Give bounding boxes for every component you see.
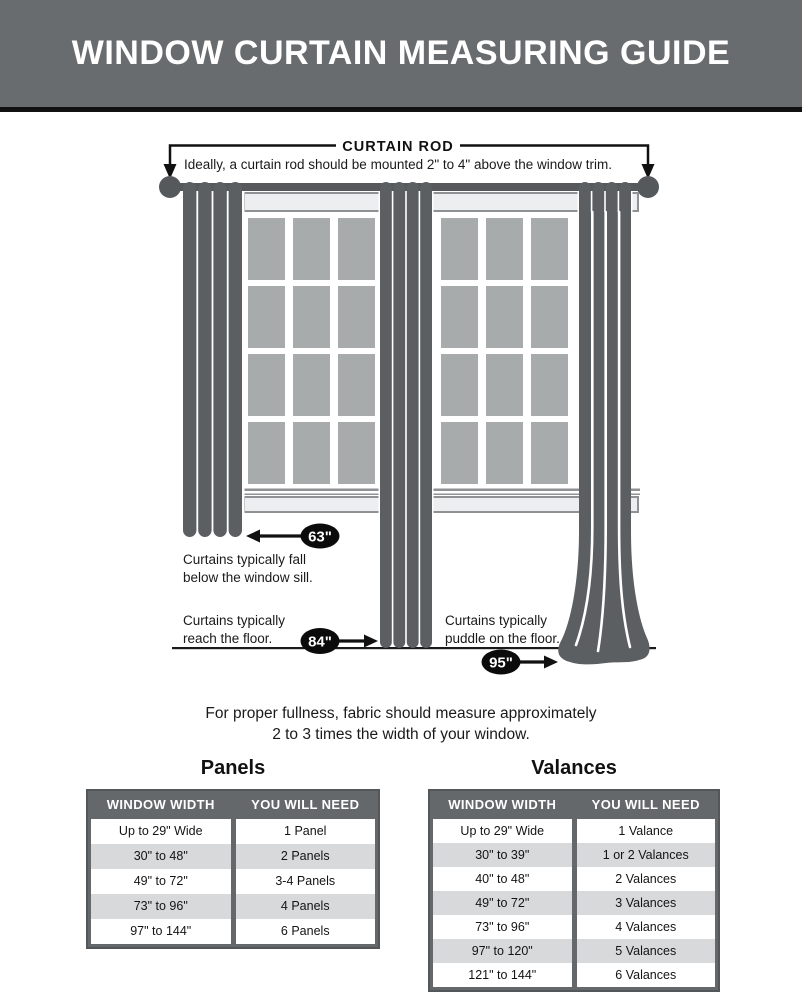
callout-95	[445, 613, 560, 675]
puddle-note-line1: Curtains typically	[445, 613, 548, 628]
rod-note: Ideally, a curtain rod should be mounted 2" to 4" above the window trim.	[183, 157, 613, 172]
table-cell: 121" to 144"	[433, 963, 572, 987]
table-cell: 97" to 144"	[91, 919, 231, 944]
column-header-you-will-need: YOU WILL NEED	[591, 797, 700, 812]
table-cell: 30" to 48"	[91, 844, 231, 869]
table-cell: 5 Valances	[577, 939, 716, 963]
table-cell: 49" to 72"	[91, 869, 231, 894]
table-cell: 1 Panel	[236, 819, 376, 844]
valances-you-will-need-column	[577, 819, 716, 987]
sill-note-line1: Curtains typically fall	[183, 552, 307, 567]
panels-window-width-column	[91, 819, 231, 944]
table-cell: 73" to 96"	[91, 894, 231, 919]
measure-95-value: 95"	[489, 654, 513, 672]
table-cell: 6 Panels	[236, 919, 376, 944]
valances-window-width-column	[433, 819, 572, 987]
table-cell: Up to 29" Wide	[91, 819, 231, 844]
puddle-note-line2: puddle on the floor.	[445, 631, 560, 646]
table-cell: 3-4 Panels	[236, 869, 376, 894]
fullness-note	[0, 703, 802, 745]
panels-you-will-need-column	[236, 819, 376, 944]
column-header-you-will-need: YOU WILL NEED	[251, 797, 360, 812]
page-title: WINDOW CURTAIN MEASURING GUIDE	[71, 34, 731, 72]
measure-84-value: 84"	[308, 633, 332, 651]
table-cell: 49" to 72"	[433, 891, 572, 915]
left-arrow-icon	[246, 530, 260, 543]
table-cell: 97" to 120"	[433, 939, 572, 963]
sill-note-line2: below the window sill.	[183, 570, 313, 585]
table-cell: 6 Valances	[577, 963, 716, 987]
panels-table	[86, 789, 380, 949]
table-cell: 4 Panels	[236, 894, 376, 919]
left-curtain	[182, 182, 245, 537]
panels-table-header	[91, 791, 375, 818]
valances-table-header	[433, 791, 715, 818]
table-cell: 3 Valances	[577, 891, 716, 915]
middle-curtain	[379, 182, 434, 648]
column-header-window-width: WINDOW WIDTH	[106, 797, 215, 812]
table-cell: 1 Valance	[577, 819, 716, 843]
table-cell: 40" to 48"	[433, 867, 572, 891]
fullness-line2: 2 to 3 times the width of your window.	[272, 726, 530, 743]
column-header-window-width: WINDOW WIDTH	[448, 797, 557, 812]
finial-left	[159, 176, 181, 198]
header-banner	[0, 0, 802, 112]
fullness-line1: For proper fullness, fabric should measure approximately	[205, 705, 597, 722]
table-cell: Up to 29" Wide	[433, 819, 572, 843]
table-cell: 4 Valances	[577, 915, 716, 939]
table-cell: 2 Panels	[236, 844, 376, 869]
finial-right	[637, 176, 659, 198]
curtain-diagram	[0, 112, 802, 697]
floor-note-line1: Curtains typically	[183, 613, 286, 628]
right-curtain	[558, 182, 649, 664]
table-cell: 30" to 39"	[433, 843, 572, 867]
right-arrow-icon	[544, 656, 558, 669]
valances-table	[428, 789, 720, 992]
rod-label: CURTAIN ROD	[342, 139, 454, 155]
rod-annotation	[164, 139, 655, 179]
window-panes-left	[248, 218, 375, 484]
table-cell: 2 Valances	[577, 867, 716, 891]
right-arrow-icon	[364, 635, 378, 648]
table-cell: 1 or 2 Valances	[577, 843, 716, 867]
window-panes-right	[441, 218, 568, 484]
table-cell: 73" to 96"	[433, 915, 572, 939]
valances-heading: Valances	[531, 757, 617, 779]
panels-heading: Panels	[200, 757, 266, 779]
floor-note-line2: reach the floor.	[183, 631, 273, 646]
measure-63-value: 63"	[308, 528, 332, 546]
